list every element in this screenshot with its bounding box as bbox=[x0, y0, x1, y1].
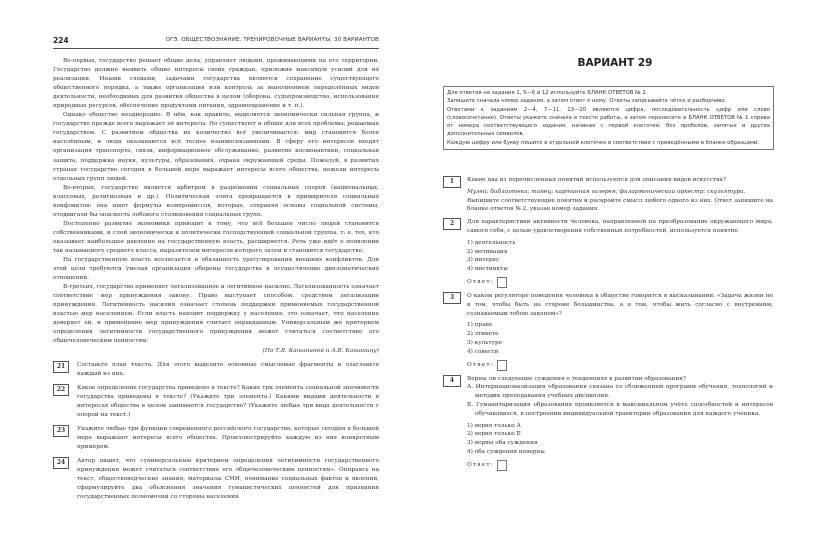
source-attribution: (По Т.В. Кашаниной и А.В. Кашанину) bbox=[262, 347, 379, 354]
question-text: О каком регуляторе поведения человека в обществе говорится в высказывании: «Задача жизни не в том, чтобы быть на стороне большинства, а в том, чтобы жить согласно с внутренним, сознаваемым тобою законом»? bbox=[467, 292, 773, 317]
question-4 bbox=[443, 375, 773, 471]
task-text: Составьте план текста. Для этого выделите основные смысловые фрагменты и озаглавьте каждый из них. bbox=[77, 361, 379, 377]
paragraph: Постепенно развитие экономики приводит к тому, что всё большее число людей становится собственниками, и слой экономически и политически господствующей социальной группы, т. е. тех, кто оказывает наибольшее давление на государственную власть, расширяется. Речь уже идёт о появлении так называемого среднего класса, выразителем интересов которого затем и становится государство. bbox=[53, 220, 379, 254]
paragraph: Во-первых, государство решает общие дела, управляет людьми, проживающими на его территории. Государство должно выявить общие интересы своих граждан, приложив максимум усилий для их реализации. Иными словами, задачами государства являются сохранение существующего общественного порядка, а также организация или контроль за выполнением определённых видов деятельности, необходимых для развития общества в целом (оборона, судопроизводство, использование природных ресурсов, обеспечение продуктами питания, здравоохранение и т. п.). bbox=[53, 58, 379, 110]
instructions-box bbox=[443, 86, 774, 150]
paragraph: На государственную власть возлагается и обязанность урегулирования внешних конфликтов. Для этой цели требуются умелая организация обороны государства и осуществление дипломатических отношений. bbox=[53, 257, 379, 282]
answer-row bbox=[467, 277, 773, 288]
task-number: 23 bbox=[53, 425, 69, 437]
option: 4) совести bbox=[467, 348, 499, 355]
task-22 bbox=[53, 384, 379, 420]
answer-label: Ответ: bbox=[467, 461, 494, 468]
option: 3) культуре bbox=[467, 339, 503, 346]
questions bbox=[443, 176, 773, 475]
option: 1) деятельность bbox=[467, 239, 516, 246]
question-instruction: Выпишите соответствующие понятия и раскройте смысл любого одного из них. Ответ запишите на бланке ответов № 2, указав номер задания. bbox=[467, 197, 773, 213]
options-list bbox=[467, 321, 773, 356]
question-terms: Музей; библиотека; танец; картинная галерея; филармонический оркестр; скульптура. bbox=[467, 188, 746, 195]
option: 4) инстинкты bbox=[467, 266, 508, 273]
answer-box[interactable] bbox=[497, 277, 507, 288]
task-text: Автор пишет, что «универсальным критерием определения легитимности государственного принуждения может считаться соответствие его общечеловеческим ценностям». Опираясь на текст, обществоведческие знания, материалы СМИ, понимание социальных фактов и явлений, сформулируйте два объяснения значения гуманистических ценностей для признания государственных полномочий со стороны населения. bbox=[77, 457, 379, 501]
question-number: 4 bbox=[443, 375, 461, 387]
source-text bbox=[53, 57, 379, 502]
running-title: ОГЭ. ОБЩЕСТВОЗНАНИЕ. ТРЕНИРОВОЧНЫЕ ВАРИАНТЫ. 30 ВАРИАНТОВ bbox=[165, 37, 379, 43]
question-number: 3 bbox=[443, 292, 461, 304]
instruction-line: Запишите сначала номер задания, а затем ответ к нему. Ответы записывайте чётко и разборчиво. bbox=[447, 98, 727, 105]
running-header bbox=[53, 36, 379, 49]
question-text: Верны ли следующие суждения о тенденциях в развитии образования? bbox=[467, 375, 686, 382]
instruction-line: Для ответов на задания 1, 5—6 и 12 используйте БЛАНК ОТВЕТОВ № 2. bbox=[447, 90, 648, 96]
answer-label: Ответ: bbox=[467, 361, 494, 368]
question-text: Для характеристики активности человека, направленной на преобразование окружающего мира, самого себя, с целью удовлетворения собственных потребностей, используется понятие bbox=[467, 219, 773, 234]
question-3 bbox=[443, 292, 773, 371]
instruction-line: Каждую цифру или букву пишите в отдельной клеточке в соответствии с приведёнными в бланке образцами. bbox=[447, 139, 760, 146]
paragraph: В-третьих, государство применяет легализованное и легитимное насилие. Легализованность означает соответствие мер принуждения закону. Право выступает способом, средством легализации принуждения. Легитимность насилия означает степень поддержки применяемых государственной властью мер населением. Если власть находит поддержку у населения, это означает, что население доверяет ей, и применение мер принуждения считает оправданным. Универсальным же критерием определения легитимности государственного принуждения может считаться соответствие его общечеловеческим ценностям. bbox=[53, 284, 379, 345]
variant-title: ВАРИАНТ 29 bbox=[577, 57, 653, 69]
question-2 bbox=[443, 218, 773, 288]
task-number: 22 bbox=[53, 384, 69, 396]
answer-box[interactable] bbox=[497, 460, 507, 471]
option: 2) мотивация bbox=[467, 248, 508, 255]
question-number: 1 bbox=[443, 176, 461, 188]
statement-b: Б. Гуманитаризация образования проявляется в максимальном учёте способностей и интересов обучающихся, в построении индивидуальной траектории образования для каждого ученика. bbox=[467, 401, 773, 417]
task-number: 21 bbox=[53, 361, 69, 373]
option: 4) оба суждения неверны bbox=[467, 448, 545, 455]
instruction-line: Ответами к заданиям 2—4, 7—11, 13—20 являются цифра, последовательность цифр или слово (словосочетание). Ответы укажите сначала в тексте работы, а затем перенесите в БЛАНК ОТВЕТОВ № 1 справа от номера соответствующего задания, начиная с первой клеточки, без пробелов, запятых и других дополнительных символов. bbox=[447, 106, 770, 138]
option: 1) верно только А bbox=[467, 422, 521, 429]
answer-row bbox=[467, 460, 773, 471]
task-number: 24 bbox=[53, 457, 69, 469]
task-24 bbox=[53, 457, 379, 502]
option: 1) праве bbox=[467, 322, 493, 329]
answer-box[interactable] bbox=[497, 360, 507, 371]
option: 3) интерес bbox=[467, 257, 500, 264]
task-text: Укажите любые три функции современного российского государства, которые сегодня в большей мере выражают интересы всего общества. Проиллюстрируйте каждую из них конкретным примером. bbox=[77, 425, 379, 450]
option: 2) верно только Б bbox=[467, 431, 521, 438]
option: 3) верны оба суждения bbox=[467, 440, 538, 447]
task-21 bbox=[53, 361, 379, 379]
options-list bbox=[467, 239, 773, 274]
option: 2) этикете bbox=[467, 331, 499, 338]
question-1 bbox=[443, 176, 773, 214]
paragraph: Во-вторых, государство является арбитром в разрешении социальных споров (национальных, классовых, религиозных и др.). Политическая элита превращается в примирителя социальных конфликтов: она ищет формулы компромиссов, которые, сохраняя основы социальной системы, отодвигали бы опасность лобового столкновения социальных групп. bbox=[53, 184, 379, 218]
statement-a: А. Интернационализация образования связана со сближением программ обучения, технологий и методик преподавания учебных дисциплин. bbox=[467, 384, 773, 400]
task-23 bbox=[53, 425, 379, 452]
answer-row bbox=[467, 360, 773, 371]
question-number: 2 bbox=[443, 218, 461, 230]
question-text: Какие два из перечисленных понятий используются для описания видов искусства? bbox=[467, 177, 726, 183]
right-page bbox=[410, 0, 820, 553]
task-text: Какое определение государства приведено в тексте? Какие три элемента социальной значимости государства приведены в тексте? (Укажите три элемента.) Какими видами деятельности в интересах общества в целом занимается государство? (Укажите любые три вида деятельности с опорой на текст.) bbox=[77, 384, 379, 418]
paragraph: Однако общество неоднородно. В нём, как правило, выделяется экономически сильная группа, и государство прежде всего выражает её интересы. Но существуют и общие для всех проблемы, решаемые государством. С развитием общества их количество всё увеличивается: мир становится более населённым, и люди оказываются всё теснее взаимосвязанными. В сферу его интересов входят организация транспорта, связи, информационное обслуживание, развитие космонавтики, социальная защита, поддержка науки, культуры, образования, охрана окружающей среды. Пожалуй, в развитых странах государство сегодня в большей мере выражает интересы всего общества, нежели интересы отдельных групп людей. bbox=[53, 112, 379, 182]
page-number: 224 bbox=[53, 36, 69, 45]
options-list bbox=[467, 422, 773, 457]
answer-label: Ответ: bbox=[467, 279, 494, 286]
